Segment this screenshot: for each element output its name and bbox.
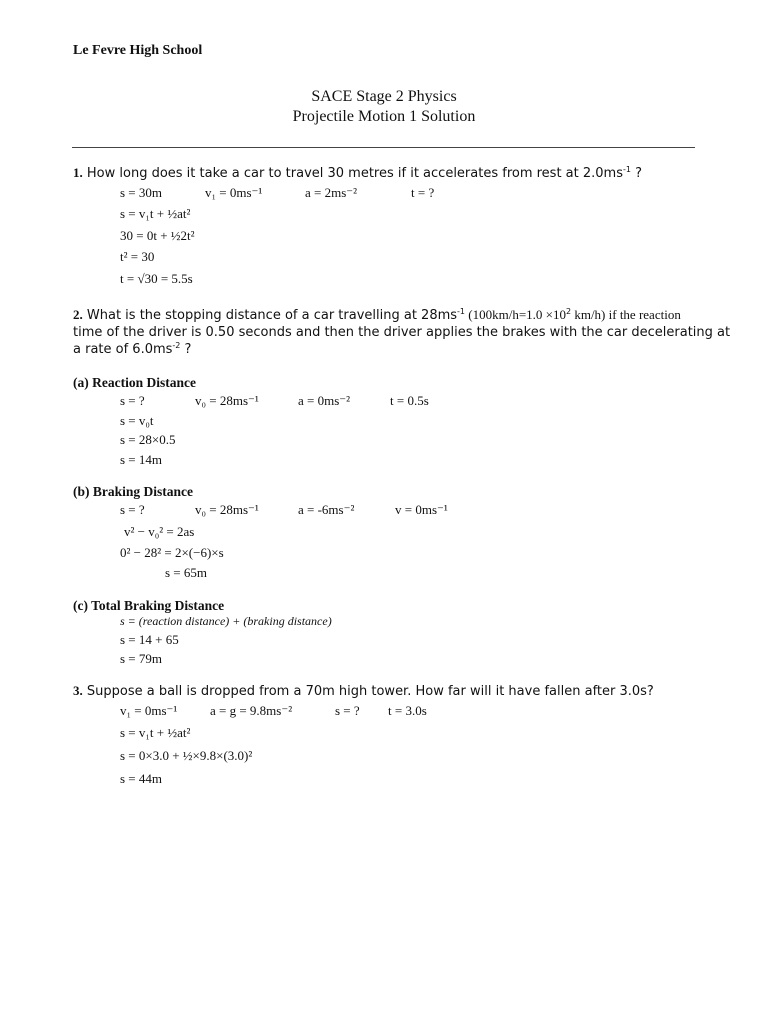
- sec-b-given-v: v = 0ms⁻¹: [395, 502, 448, 517]
- question-1: [73, 165, 642, 181]
- q3-given-a: a = g = 9.8ms⁻²: [210, 703, 293, 718]
- section-a-heading: (a) Reaction Distance: [73, 375, 196, 390]
- sec-a-equation-2: s = 28×0.5: [120, 432, 176, 447]
- school-name: Le Fevre High School: [73, 43, 203, 58]
- q3-given-s: s = ?: [335, 703, 360, 718]
- q1-given-s: s = 30m: [120, 185, 163, 200]
- section-c-heading: (c) Total Braking Distance: [73, 598, 225, 613]
- question-2-number: 2.: [73, 307, 83, 322]
- question-2-tail-3: ?: [180, 342, 192, 357]
- document-subtitle: Projectile Motion 1 Solution: [292, 108, 476, 125]
- q1-given-t: t = ?: [411, 185, 435, 200]
- q1-equation-1: s = v₁t + ½at²: [120, 206, 191, 221]
- question-3-number: 3.: [73, 683, 83, 698]
- question-2-line-3: [73, 342, 191, 357]
- sec-b-equation-1: v² − v₀² = 2as: [124, 524, 195, 539]
- sec-a-given-s: s = ?: [120, 393, 145, 408]
- question-1-tail: ?: [630, 166, 643, 181]
- q1-given-a: a = 2ms⁻²: [305, 185, 358, 200]
- sec-a-given-t: t = 0.5s: [390, 393, 429, 408]
- question-1-text: How long does it take a car to travel 30 metres if it accelerates from rest at 2.0ms: [86, 166, 623, 181]
- sec-b-given-v0: v₀ = 28ms⁻¹: [195, 502, 259, 517]
- header-divider: [72, 147, 695, 148]
- q3-given-v1: v₁ = 0ms⁻¹: [120, 703, 178, 718]
- question-3-text: Suppose a ball is dropped from a 70m high tower. How far will it have fallen after 3.0s?: [86, 684, 654, 699]
- question-2-text-1: What is the stopping distance of a car travelling at 28ms: [86, 308, 458, 323]
- document-title: SACE Stage 2 Physics: [311, 88, 457, 105]
- sec-c-equation-1: s = (reaction distance) + (braking distance): [120, 614, 332, 628]
- section-b-heading: (b) Braking Distance: [73, 484, 194, 499]
- q1-equation-4: t = √30 = 5.5s: [120, 271, 193, 286]
- sec-b-given-a: a = -6ms⁻²: [298, 502, 355, 517]
- question-2-tail-1: km/h) if the reaction: [571, 307, 681, 322]
- q3-equation-2: s = 0×3.0 + ½×9.8×(3.0)²: [120, 748, 253, 763]
- q3-equation-3: s = 44m: [120, 771, 163, 786]
- q1-given-v1: v₁ = 0ms⁻¹: [205, 185, 263, 200]
- sec-a-given-a: a = 0ms⁻²: [298, 393, 351, 408]
- question-2-text-3: a rate of 6.0ms: [73, 342, 173, 357]
- sec-b-given-s: s = ?: [120, 502, 145, 517]
- q3-equation-1: s = v₁t + ½at²: [120, 725, 191, 740]
- sec-c-equation-2: s = 14 + 65: [120, 632, 179, 647]
- question-2-exp-2: 2: [565, 307, 572, 316]
- question-2-mid: (100km/h=1.0 ×10: [465, 307, 566, 322]
- sec-b-equation-2: 0² − 28² = 2×(−6)×s: [120, 545, 224, 560]
- sec-a-given-v0: v₀ = 28ms⁻¹: [195, 393, 259, 408]
- sec-c-equation-3: s = 79m: [120, 651, 163, 666]
- question-3: [73, 683, 654, 699]
- question-2-line-1: [73, 307, 681, 323]
- question-2-exp-1: -1: [457, 307, 466, 316]
- q1-equation-2: 30 = 0t + ½2t²: [120, 228, 195, 243]
- q3-given-t: t = 3.0s: [388, 703, 427, 718]
- question-1-exponent: -1: [623, 165, 631, 174]
- sec-a-equation-3: s = 14m: [120, 452, 163, 467]
- question-2-line-2: time of the driver is 0.50 seconds and then the driver applies the brakes with the car decelerating at: [73, 325, 731, 340]
- q1-equation-3: t² = 30: [120, 249, 155, 264]
- sec-a-equation-1: s = v₀t: [120, 413, 154, 428]
- question-1-number: 1.: [73, 165, 83, 180]
- sec-b-equation-3: s = 65m: [165, 565, 208, 580]
- question-2-exp-3: -2: [172, 341, 181, 350]
